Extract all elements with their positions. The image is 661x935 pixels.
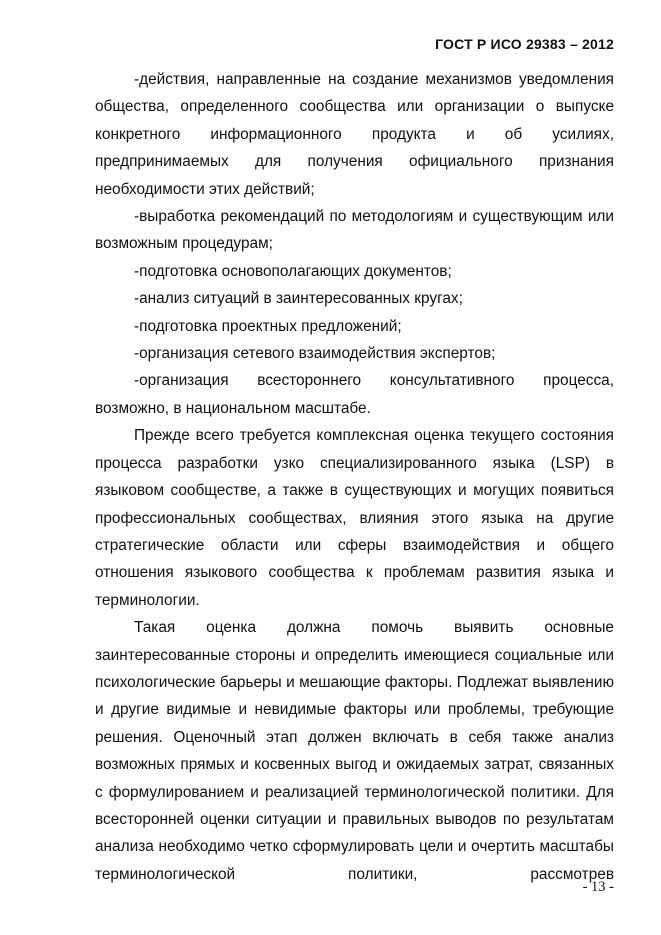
- page-number: - 13 -: [582, 879, 614, 895]
- body-text: [95, 66, 614, 888]
- document-standard-number: ГОСТ Р ИСО 29383 – 2012: [435, 36, 614, 52]
- paragraph-evaluation: Такая оценка должна помочь выявить основные заинтересованные стороны и определить имеющиеся социальные или психологические барьеры и мешающие факторы. Подлежат выявлению и другие видимые и невидимые факторы или проблемы, требующие решения. Оценочный этап должен включать в себя также анализ возможных прямых и косвенных выгод и ожидаемых затрат, связанных с формулированием и реализацией терминологической политики. Для всесторонней оценки ситуации и правильных выводов по результатам анализа необходимо четко сформулировать цели и очертить масштабы терминологической политики, рассмотрев: [95, 619, 614, 883]
- paragraph-bullet-recommendations: -выработка рекомендаций по методологиям и существующим или возможным процедурам;: [95, 208, 614, 253]
- paragraph-bullet-analysis: -анализ ситуаций в заинтересованных кругах;: [134, 290, 463, 308]
- paragraph-bullet-network: -организация сетевого взаимодействия экспертов;: [134, 345, 496, 363]
- paragraph-bullet-consultation: -организация всестороннего консультативного процесса, возможно, в национальном масштабе.: [95, 372, 614, 417]
- paragraph-bullet-documents: -подготовка основополагающих документов;: [134, 262, 452, 280]
- paragraph-assessment: Прежде всего требуется комплексная оценка текущего состояния процесса разработки узко специализированного языка (LSP) в языковом сообществе, а также в существующих и могущих появиться профессиональных сообществах, влияния этого языка на другие стратегические области или сферы взаимодействия и общего отношения языкового сообщества к проблемам развития языка и терминологии.: [95, 427, 614, 609]
- paragraph-bullet-actions: -действия, направленные на создание механизмов уведомления общества, определенного сообщества или организации о выпуске конкретного информационного продукта и об усилиях, предпринимаемых для получения официального признания необходимости этих действий;: [95, 71, 614, 198]
- paragraph-bullet-proposals: -подготовка проектных предложений;: [134, 317, 402, 335]
